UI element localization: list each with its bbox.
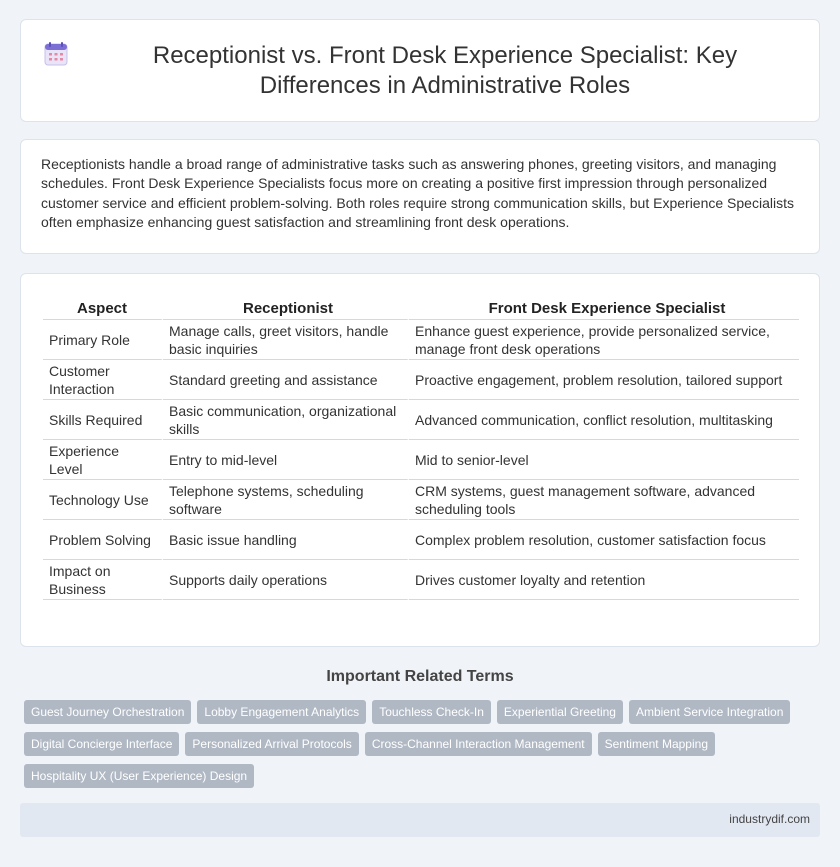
receptionist-cell: Telephone systems, scheduling software (163, 480, 409, 520)
calendar-icon (43, 41, 69, 67)
intro-card (20, 139, 820, 254)
table-row (43, 440, 799, 480)
specialist-cell: Complex problem resolution, customer satisfaction focus (409, 520, 799, 560)
header-card (20, 19, 820, 122)
related-terms-title: Important Related Terms (326, 668, 514, 685)
related-term-tag[interactable]: Digital Concierge Interface (24, 732, 179, 756)
table-row (43, 400, 799, 440)
related-term-tag[interactable]: Guest Journey Orchestration (24, 700, 191, 724)
related-term-tag[interactable]: Experiential Greeting (497, 700, 623, 724)
specialist-cell: Mid to senior-level (409, 440, 799, 480)
related-term-tag[interactable]: Touchless Check-In (372, 700, 491, 724)
aspect-cell: Impact on Business (43, 560, 163, 600)
receptionist-cell: Basic communication, organizational skills (163, 400, 409, 440)
related-term-tag[interactable]: Hospitality UX (User Experience) Design (24, 764, 254, 788)
aspect-cell: Primary Role (43, 320, 163, 360)
related-term-tag[interactable]: Ambient Service Integration (629, 700, 790, 724)
table-row (43, 560, 799, 600)
receptionist-cell: Basic issue handling (163, 520, 409, 560)
comparison-table (43, 296, 799, 600)
receptionist-cell: Entry to mid-level (163, 440, 409, 480)
aspect-cell: Experience Level (43, 440, 163, 480)
column-header-receptionist: Receptionist (163, 296, 409, 320)
comparison-table-card (20, 273, 820, 647)
related-terms-list (24, 700, 824, 788)
aspect-cell: Skills Required (43, 400, 163, 440)
column-header-specialist: Front Desk Experience Specialist (409, 296, 799, 320)
receptionist-cell: Supports daily operations (163, 560, 409, 600)
table-row (43, 360, 799, 400)
related-term-tag[interactable]: Personalized Arrival Protocols (185, 732, 358, 756)
table-row (43, 520, 799, 560)
table-header-row (43, 296, 799, 320)
aspect-cell: Technology Use (43, 480, 163, 520)
specialist-cell: CRM systems, guest management software, advanced scheduling tools (409, 480, 799, 520)
aspect-cell: Customer Interaction (43, 360, 163, 400)
table-row (43, 480, 799, 520)
table-row (43, 320, 799, 360)
footer-site-link[interactable]: industrydif.com (729, 812, 810, 826)
related-term-tag[interactable]: Lobby Engagement Analytics (197, 700, 366, 724)
receptionist-cell: Manage calls, greet visitors, handle basic inquiries (163, 320, 409, 360)
specialist-cell: Advanced communication, conflict resolution, multitasking (409, 400, 799, 440)
receptionist-cell: Standard greeting and assistance (163, 360, 409, 400)
aspect-cell: Problem Solving (43, 520, 163, 560)
specialist-cell: Enhance guest experience, provide personalized service, manage front desk operations (409, 320, 799, 360)
intro-paragraph: Receptionists handle a broad range of administrative tasks such as answering phones, greeting visitors, and managing schedules. Front Desk Experience Specialists focus more on creating a positive first impression through personalized customer service and efficient problem-solving. Both roles require strong communication skills, but Experience Specialists often emphasize enhancing guest satisfaction and streamlining front desk operations. (41, 156, 794, 230)
specialist-cell: Proactive engagement, problem resolution, tailored support (409, 360, 799, 400)
related-term-tag[interactable]: Cross-Channel Interaction Management (365, 732, 592, 756)
specialist-cell: Drives customer loyalty and retention (409, 560, 799, 600)
column-header-aspect: Aspect (43, 296, 163, 320)
page-title: Receptionist vs. Front Desk Experience Specialist: Key Differences in Administrative Roles (152, 41, 738, 99)
footer (20, 803, 820, 837)
related-term-tag[interactable]: Sentiment Mapping (598, 732, 715, 756)
